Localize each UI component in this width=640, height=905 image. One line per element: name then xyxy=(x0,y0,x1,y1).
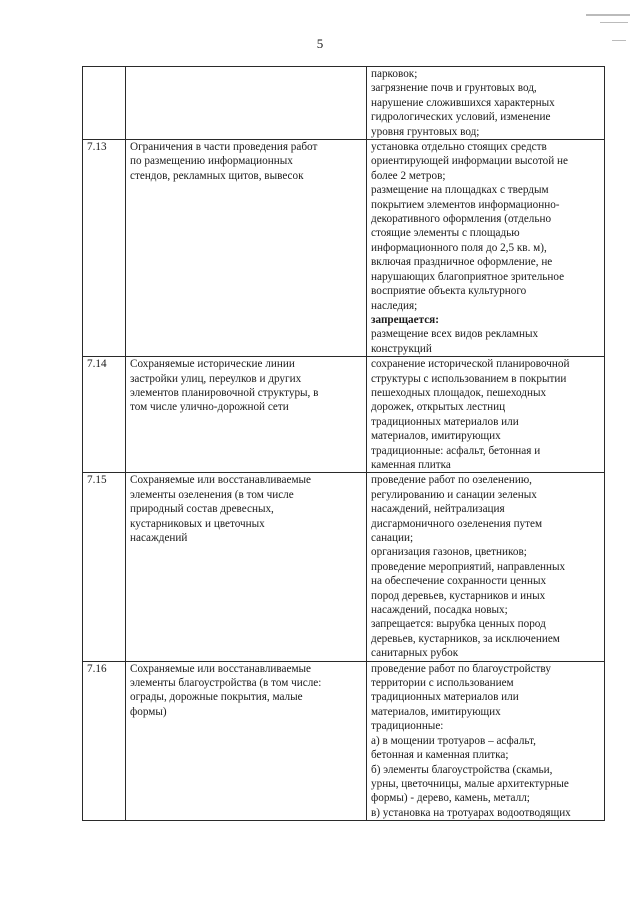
requirement-line: уровня грунтовых вод; xyxy=(371,125,480,138)
requirement-line: восприятие объекта культурного xyxy=(371,285,527,298)
scan-artifact xyxy=(600,22,628,23)
item-requirements-cell xyxy=(367,67,605,140)
requirement-line: формы) - дерево, камень, металл; xyxy=(371,792,530,805)
item-name-line: формы) xyxy=(130,705,167,718)
requirement-line: на обеспечение сохранности ценных xyxy=(371,575,547,588)
requirement-line: санитарных рубок xyxy=(371,647,459,660)
item-requirements-cell xyxy=(367,140,605,357)
page-number: 5 xyxy=(316,36,324,51)
requirement-line: покрытием элементов информационно- xyxy=(371,198,560,211)
item-name-line: элементов планировочной структуры, в xyxy=(130,386,319,399)
requirement-line: традиционных материалов или xyxy=(371,691,519,704)
item-name-line: по размещению информационных xyxy=(130,155,293,168)
table-row xyxy=(83,661,605,820)
item-name-line: ограды, дорожные покрытия, малые xyxy=(130,691,303,704)
item-name-cell xyxy=(126,67,367,140)
table-row xyxy=(83,140,605,357)
regulations-table xyxy=(82,66,605,821)
requirement-line: пешеходных площадок, пешеходных xyxy=(371,386,547,399)
requirement-line: проведение работ по благоустройству xyxy=(371,662,551,675)
requirement-line: декоративного оформления (отдельно xyxy=(371,213,552,226)
requirement-line: урны, цветочницы, малые архитектурные xyxy=(371,777,569,790)
requirement-line: насаждений, нейтрализация xyxy=(371,503,505,516)
item-name-line: том числе улично-дорожной сети xyxy=(130,401,289,414)
item-name-line: насаждений xyxy=(130,532,188,544)
table-row xyxy=(83,67,605,140)
item-number: 7.15 xyxy=(83,473,126,661)
item-number xyxy=(83,67,126,140)
requirement-line: в) установка на тротуарах водоотводящих xyxy=(371,806,571,819)
requirement-line: материалов, имитирующих xyxy=(371,705,501,718)
requirement-line: включая праздничное оформление, не xyxy=(371,256,553,269)
requirement-line: дисгармоничного озеленения путем xyxy=(371,517,543,530)
item-name-cell xyxy=(126,140,367,357)
requirement-line: проведение работ по озеленению, xyxy=(371,474,532,487)
item-name-cell xyxy=(126,661,367,820)
requirement-line: насаждений, посадка новых; xyxy=(371,604,508,617)
requirement-line: конструкций xyxy=(371,342,432,355)
requirement-line: а) в мощении тротуаров – асфальт, xyxy=(371,734,536,747)
item-name-cell xyxy=(126,357,367,473)
requirement-line: регулированию и санации зеленых xyxy=(371,488,537,501)
requirement-line: структуры с использованием в покрытии xyxy=(371,372,567,385)
item-number: 7.13 xyxy=(83,140,126,357)
table-row xyxy=(83,473,605,661)
requirement-line: размещение всех видов рекламных xyxy=(371,328,539,341)
item-name-line: природный состав древесных, xyxy=(130,503,274,516)
requirement-line: нарушающих благоприятное зрительное xyxy=(371,270,565,283)
item-name-line: застройки улиц, переулков и других xyxy=(130,372,302,385)
scan-artifact xyxy=(612,40,626,41)
item-name-line: стендов, рекламных щитов, вывесок xyxy=(130,169,304,182)
requirement-line: запрещается: вырубка ценных пород xyxy=(371,618,546,631)
table-row xyxy=(83,357,605,473)
item-name-cell xyxy=(126,473,367,661)
requirement-line: стоящие элементы с площадью xyxy=(371,227,520,240)
item-requirements-cell xyxy=(367,661,605,820)
requirement-line: размещение на площадках с твердым xyxy=(371,184,549,197)
requirement-line: дорожек, открытых лестниц xyxy=(371,401,506,414)
requirement-line: запрещается: xyxy=(371,313,439,326)
requirement-line: сохранение исторической планировочной xyxy=(371,358,570,371)
requirement-line: загрязнение почв и грунтовых вод, xyxy=(371,82,537,95)
item-number: 7.16 xyxy=(83,661,126,820)
item-requirements-cell xyxy=(367,357,605,473)
item-number: 7.14 xyxy=(83,357,126,473)
item-name-line: элементы озеленения (в том числе xyxy=(130,488,294,501)
table-body xyxy=(83,67,605,821)
requirement-line: информационного поля до 2,5 кв. м), xyxy=(371,241,547,254)
item-name-line: элементы благоустройства (в том числе: xyxy=(130,677,322,690)
item-name-line: Сохраняемые или восстанавливаемые xyxy=(130,662,312,675)
requirement-line: бетонная и каменная плитка; xyxy=(371,749,509,762)
requirement-line: нарушение сложившихся характерных xyxy=(371,96,555,109)
requirement-line: традиционных материалов или xyxy=(371,415,519,428)
requirement-line: более 2 метров; xyxy=(371,169,446,182)
item-name-line: кустарниковых и цветочных xyxy=(130,517,265,530)
requirement-line: территории с использованием xyxy=(371,677,514,690)
requirement-line: наследия; xyxy=(371,299,418,312)
scan-artifact xyxy=(586,14,630,16)
item-name-line: Ограничения в части проведения работ xyxy=(130,141,318,154)
requirement-line: ориентирующей информации высотой не xyxy=(371,155,569,168)
requirement-line: гидрологических условий, изменение xyxy=(371,111,551,124)
requirement-line: традиционные: xyxy=(371,720,444,733)
requirement-line: б) элементы благоустройства (скамьи, xyxy=(371,763,553,776)
requirement-line: материалов, имитирующих xyxy=(371,430,501,443)
requirement-line: деревьев, кустарников, за исключением xyxy=(371,632,560,645)
item-name-line: Сохраняемые или восстанавливаемые xyxy=(130,474,312,487)
requirement-line: парковок; xyxy=(371,68,418,80)
requirement-line: традиционные: асфальт, бетонная и xyxy=(371,444,541,457)
item-name-line: Сохраняемые исторические линии xyxy=(130,358,295,371)
requirement-line: организация газонов, цветников; xyxy=(371,546,527,559)
requirement-line: проведение мероприятий, направленных xyxy=(371,560,566,573)
item-requirements-cell xyxy=(367,473,605,661)
requirement-line: установка отдельно стоящих средств xyxy=(371,141,547,154)
requirement-line: санации; xyxy=(371,532,414,544)
requirement-line: каменная плитка xyxy=(371,458,451,471)
requirement-line: пород деревьев, кустарников и иных xyxy=(371,589,546,602)
